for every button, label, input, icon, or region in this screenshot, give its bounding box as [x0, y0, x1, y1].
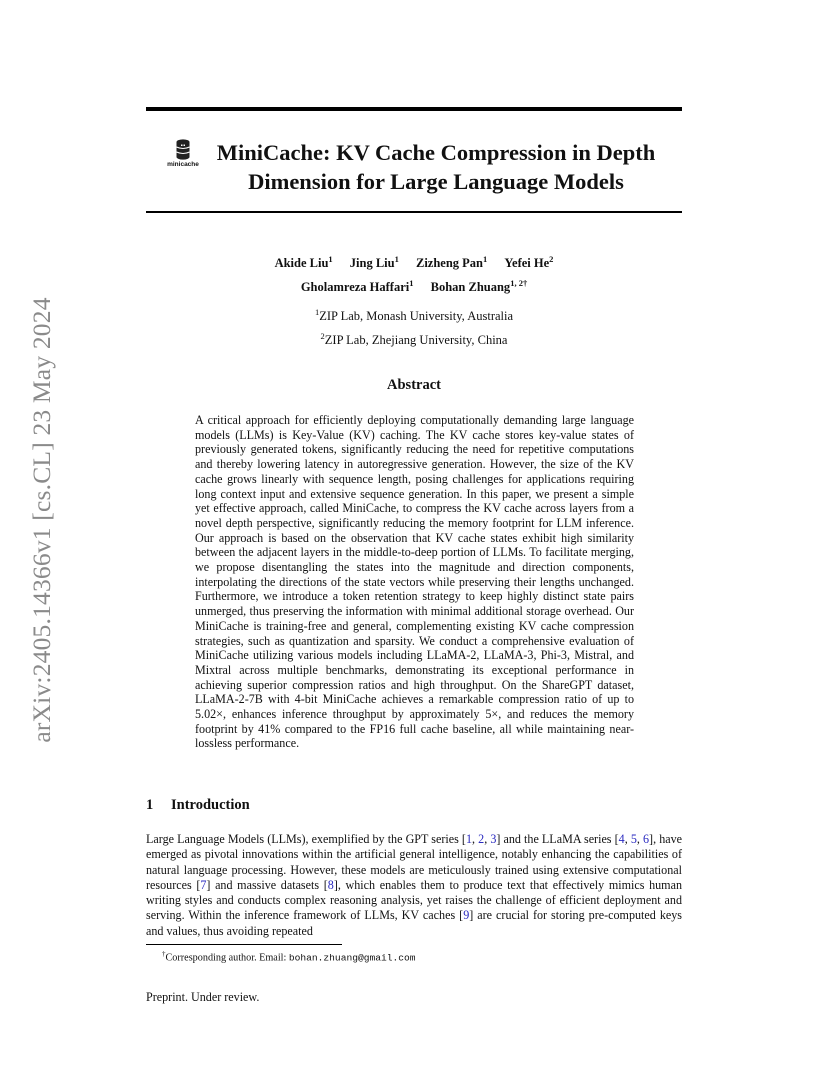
affiliation: $^1$ZIP Lab, Monash University, Australia	[314, 307, 514, 324]
footnote: †Corresponding author. Email: bohan.zhuang@gmail.com	[162, 950, 416, 964]
citation-link[interactable]: 6	[643, 832, 650, 846]
citation-link[interactable]: 2	[478, 832, 485, 846]
arxiv-id-text: arXiv:2405.14366v1 [cs.CL] 23 May 2024	[27, 297, 56, 743]
author-email: bohan.zhuang@gmail.com	[288, 952, 416, 964]
preprint-notice: Preprint. Under review.	[146, 990, 260, 1004]
affiliation: $^2$ZIP Lab, Zhejiang University, China	[320, 331, 508, 348]
author: Zizheng Pan$^1$	[415, 254, 488, 271]
title-rule-top	[146, 107, 682, 111]
author-row-1	[146, 249, 682, 273]
citation-link[interactable]: 1	[465, 832, 473, 846]
author: Yefei He$^2$	[504, 254, 554, 271]
citation-link[interactable]: 4	[618, 832, 625, 846]
logo-wordmark: minicache	[167, 161, 199, 168]
author: Akide Liu$^1$	[274, 254, 333, 271]
citation-link[interactable]: 7	[200, 877, 207, 892]
footnote-rule	[146, 944, 342, 945]
affiliation-list	[146, 302, 682, 350]
introduction-text: Large Language Models (LLMs), exemplified by the GPT series [1, 2, 3] and the LLaMA series [4, 5, 6], have emerged as pivotal innovations within the artificial general intelligence, notably enhancing the capabilities of natural language processing. However, these models are meticulously trained using extensive computational resources [7] and massive datasets [8], which enables them to produce text that effectively mimics human writing styles and conducts complex reasoning analysis, yet raises the challenge of efficient deployment and serving. Within the inference framework of LLMs, KV caches [9] are crucial for storing pre-computed keys and values, thus avoiding repeated	[146, 832, 683, 938]
citation-link[interactable]: 5	[630, 832, 637, 846]
author: Gholamreza Haffari$^1$	[300, 278, 414, 295]
citation-link[interactable]: 3	[490, 832, 497, 846]
author: Jing Liu$^1$	[349, 254, 399, 271]
abstract-text: A critical approach for efficiently deploying computationally demanding large language models (LLMs) is Key-Value (KV) caching. The KV cache stores key-value states of previously generated tokens, significantly reducing the need for repetitive computations and thereby lowering latency in autoregressive generation. However, the size of the KV cache grows linearly with sequence length, posing challenges for applications requiring long context input and extensive sequence generation. In this paper, we present a simple yet effective approach, called MiniCache, to compress the KV cache across layers from a novel depth perspective, significantly reducing the memory footprint for LLM inference. Our approach is based on the observation that KV cache states exhibit high similarity between the adjacent layers in the middle-to-deep portion of LLMs. To facilitate merging, we propose disentangling the states into the magnitude and direction components, interpolating the directions of the state vectors while preserving their lengths unchanged. Furthermore, we introduce a token retention strategy to keep highly distinct state pairs unmerged, thus preserving the information with minimal additional storage overhead. Our MiniCache is training-free and general, complementing existing KV cache compression strategies, such as quantization and sparsity. We conduct a comprehensive evaluation of MiniCache utilizing various models including LLaMA-2, LLaMA-3, Phi-3, Mistral, and Mixtral across multiple benchmarks, demonstrating its exceptional performance in achieving superior compression ratios and high throughput. On the ShareGPT dataset, LLaMA-2-7B with 4-bit MiniCache achieves a remarkable compression ratio of up to 5.02×, enhances inference throughput by approximately 5×, and reduces the memory footprint by 41% compared to the FP16 full cache baseline, all while maintaining near-lossless performance.	[195, 413, 635, 751]
author-list	[146, 249, 682, 297]
paper-title: MiniCache: KV Cache Compression in Depth Dimension for Large Language Models	[216, 140, 656, 194]
arxiv-identifier	[22, 280, 62, 760]
author: Bohan Zhuang$^{1, 2\dagger}$	[430, 278, 528, 295]
section-heading-introduction: 1 Introduction	[146, 797, 250, 813]
abstract-heading: Abstract	[387, 377, 441, 393]
citation-link[interactable]: 9	[463, 908, 470, 923]
title-rule-bottom	[146, 211, 682, 213]
author-row-2	[146, 273, 682, 297]
citation-link[interactable]: 8	[327, 877, 334, 892]
